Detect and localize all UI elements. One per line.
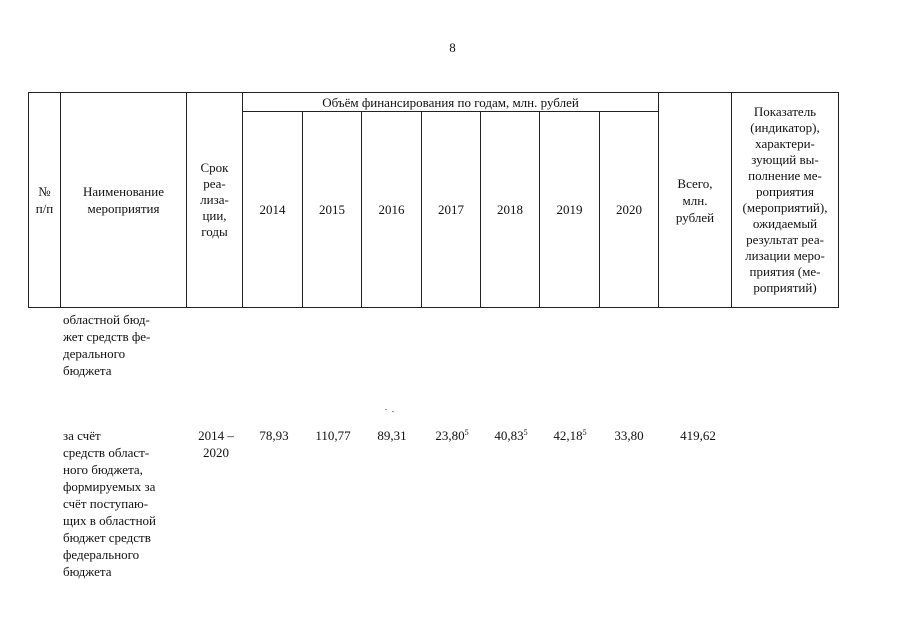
- header-year-2019: 2019: [556, 202, 583, 217]
- header-year-2017: 2017: [438, 202, 464, 217]
- header-year-2018: 2018: [497, 202, 523, 217]
- col-line-right: [838, 92, 839, 308]
- header-year-2015: 2015: [319, 202, 345, 217]
- continuation-text: областной бюд- жет средств фе- дерального бюджета: [63, 312, 151, 378]
- header-col-indicator: Показатель (индикатор), характери- зующий вы- полнение ме- роприятия (мероприятий), ожидаемый результат реа- лизации меро- приятия (ме- роприятий): [742, 104, 828, 295]
- value-2015: 110,77: [315, 428, 351, 443]
- value-2016: 89,31: [377, 428, 407, 443]
- value-2020: 33,80: [614, 428, 644, 443]
- header-year-2014: 2014: [259, 202, 286, 217]
- row-term: 2014 – 2020: [198, 428, 234, 460]
- header-col-term: Срок реа- лиза- ции, годы: [200, 160, 229, 239]
- value-2018: 40,83$^5$: [494, 428, 528, 443]
- header-funding-group: Объём финансирования по годам, млн. рублей: [322, 94, 579, 110]
- header-bottom-border: [28, 307, 839, 308]
- value-total: 419,62: [680, 428, 716, 443]
- scan-speck: [392, 411, 394, 412]
- value-2019: 42,18$^5$: [553, 428, 587, 443]
- header-year-2016: 2016: [378, 202, 405, 217]
- row-name: за счёт средств област- ного бюджета, формируемых за счёт поступаю- щих в областной бюджет средств федерального бюджета: [63, 428, 157, 579]
- value-2014: 78,93: [259, 428, 289, 443]
- header-col-total: Всего, млн. рублей: [675, 175, 715, 225]
- header-col-number: № п/п: [35, 184, 54, 216]
- page-number: 8: [449, 40, 456, 55]
- header-year-2020: 2020: [616, 202, 642, 217]
- header-col-name: Наименование мероприятия: [83, 184, 164, 216]
- value-2017: 23,80$^5$: [435, 428, 469, 443]
- scan-speck: [385, 409, 387, 410]
